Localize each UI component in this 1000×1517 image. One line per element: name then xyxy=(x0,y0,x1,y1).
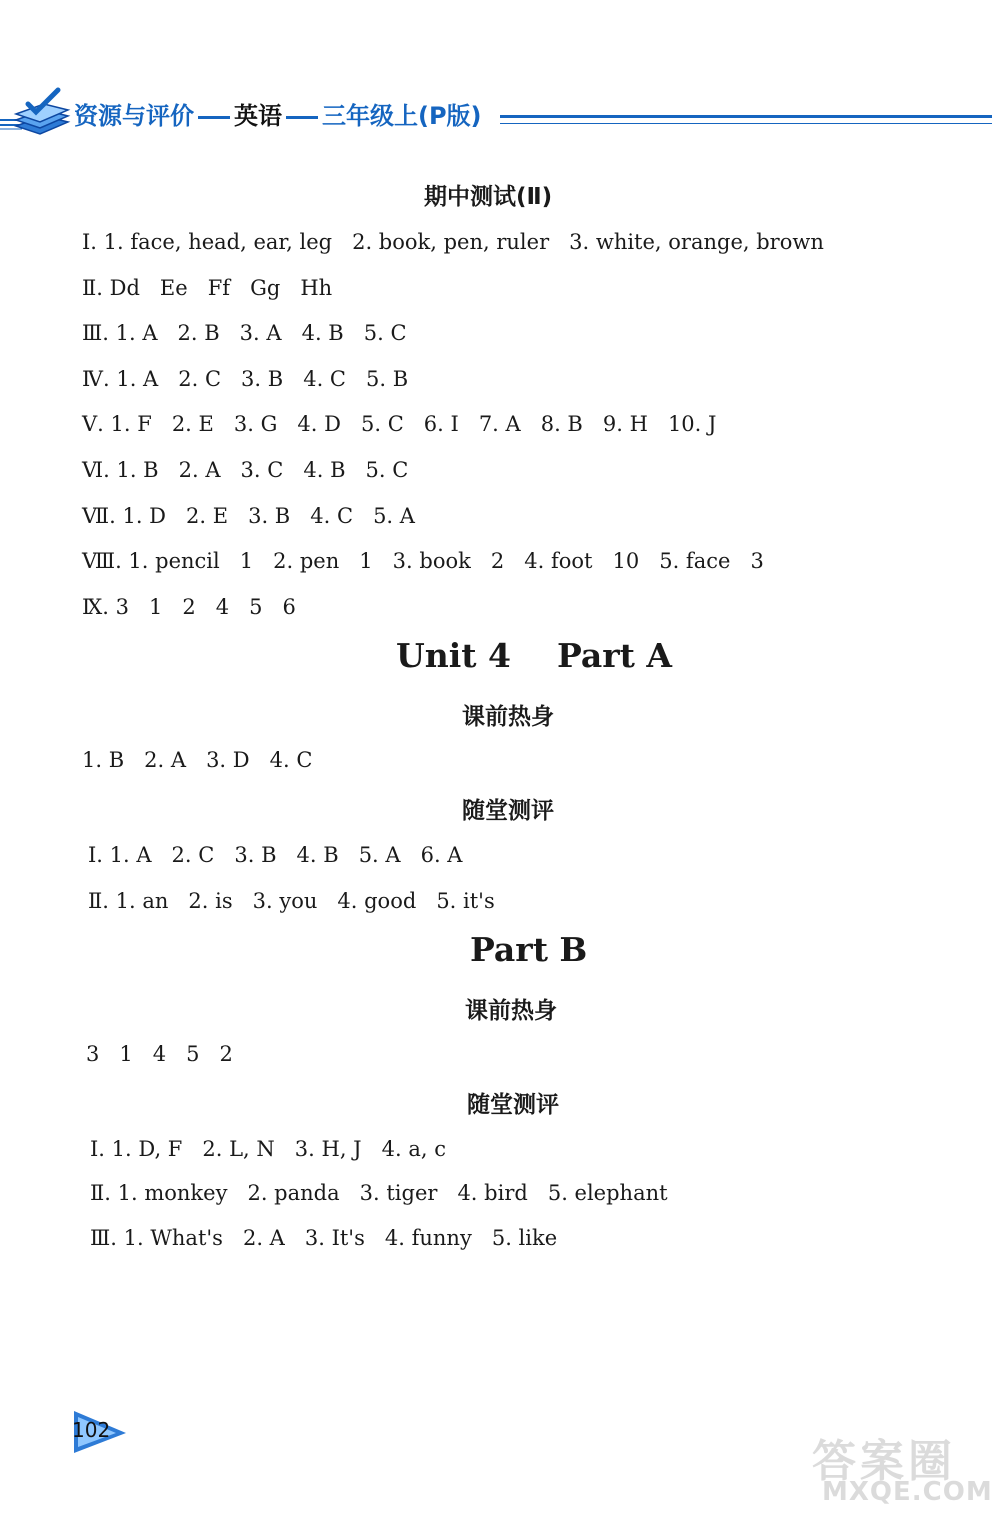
answer-line: Ⅴ. 1. F 2. E 3. G 4. D 5. C 6. I 7. A 8. B 9. H 10. J xyxy=(82,412,717,436)
answer-line: Ⅰ. 1. A 2. C 3. B 4. B 5. A 6. A xyxy=(88,843,463,867)
books-logo-icon xyxy=(6,86,72,144)
watermark-logo: 答案圈 xyxy=(812,1436,956,1487)
page-number: 102 xyxy=(72,1418,111,1442)
header-rule xyxy=(500,115,992,118)
part-b-title: Part B xyxy=(470,930,588,969)
answer-line: Ⅱ. 1. monkey 2. panda 3. tiger 4. bird 5. elephant xyxy=(90,1181,668,1205)
quiz-title: 随堂测评 xyxy=(462,798,554,824)
grade-label: 三年级上 xyxy=(322,102,418,130)
page-header xyxy=(0,78,1000,148)
answer-line: Ⅲ. 1. What's 2. A 3. It's 4. funny 5. like xyxy=(90,1226,558,1250)
answer-line: 1. B 2. A 3. D 4. C xyxy=(82,748,313,772)
answer-line: Ⅵ. 1. B 2. A 3. C 4. B 5. C xyxy=(82,458,409,482)
answer-line: Ⅳ. 1. A 2. C 3. B 4. C 5. B xyxy=(82,367,409,391)
answer-line: Ⅷ. 1. pencil 1 2. pen 1 3. book 2 4. foot 10 5. face 3 xyxy=(82,549,764,573)
header-title xyxy=(74,96,482,131)
answer-line: Ⅲ. 1. A 2. B 3. A 4. B 5. C xyxy=(82,321,407,345)
title-separator xyxy=(198,116,230,119)
warmup-title: 课前热身 xyxy=(462,704,554,730)
answer-line: Ⅰ. 1. D, F 2. L, N 3. H, J 4. a, c xyxy=(90,1137,446,1161)
series-title: 资源与评价 xyxy=(74,102,194,130)
title-separator xyxy=(286,116,318,119)
edition-label: (P版) xyxy=(418,102,482,130)
answer-line: Ⅸ. 3 1 2 4 5 6 xyxy=(82,595,296,619)
answer-line: Ⅰ. 1. face, head, ear, leg 2. book, pen, ruler 3. white, orange, brown xyxy=(82,230,824,254)
unit-part-a-title: Unit 4 Part A xyxy=(396,636,672,675)
watermark xyxy=(812,1425,992,1513)
warmup-title: 课前热身 xyxy=(465,998,557,1024)
answer-line: Ⅱ. Dd Ee Ff Gg Hh xyxy=(82,276,333,300)
answer-line: Ⅱ. 1. an 2. is 3. you 4. good 5. it's xyxy=(88,889,495,913)
midterm-title: 期中测试(Ⅱ) xyxy=(424,184,553,210)
quiz-title: 随堂测评 xyxy=(467,1092,559,1118)
answer-line: 3 1 4 5 2 xyxy=(86,1042,233,1066)
answer-line: Ⅶ. 1. D 2. E 3. B 4. C 5. A xyxy=(82,504,415,528)
watermark-url: MXQE.COM xyxy=(822,1477,993,1507)
subject-label: 英语 xyxy=(234,102,282,130)
header-rule-thin xyxy=(500,123,992,124)
